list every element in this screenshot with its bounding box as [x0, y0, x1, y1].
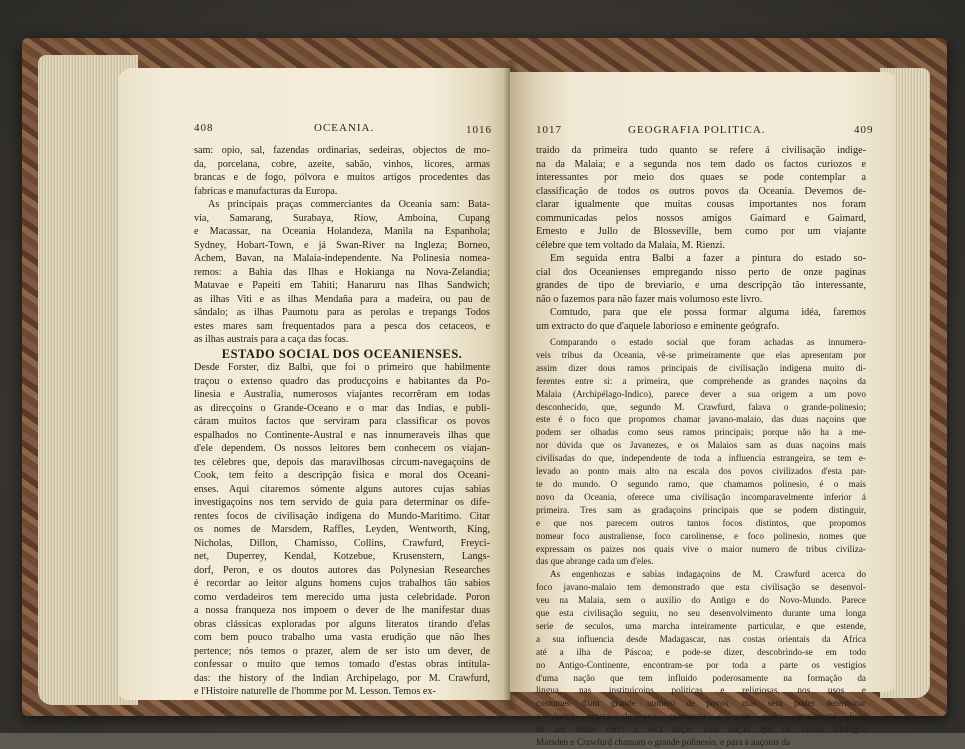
text-line: espalhados no Continente-Austral e nas innumeraveis ilhas que — [194, 429, 490, 441]
text-line: te do mundo. O segundo ramo, que chamamos polinesio, é o mais — [536, 478, 866, 489]
text-line: civilisadas do que, independente de toda a influencia estrangeira, se tem e- — [536, 453, 866, 464]
text-line: os nomes de Marsdem, Raffles, Leyden, Wentworth, King, — [194, 524, 490, 535]
text-line: brancas e de fogo, pólvora e muitos artigos procedentes das — [194, 172, 490, 183]
text-line: das que abrange cada um d'eles. — [536, 556, 654, 567]
text-line: clarar igualmente que muitas cousas importantes nos foram — [536, 199, 866, 210]
text-line: Malaia (Archipélago-Indico), parece dever a sua origem a um povo — [536, 388, 866, 399]
text-line: sam: opio, sal, fazendas ordinarias, sedeiras, objectos de mo- — [194, 145, 490, 156]
right-running-title: GEOGRAFIA POLITICA. — [628, 124, 766, 136]
text-line: grandes de tipo de breviario, e uma descripção tão interessante, — [536, 280, 866, 291]
text-line: este é o foco que propomos chamar javano-malaio, das duas naçoins que — [536, 414, 866, 425]
text-line: investigaçoins nos tem servido de guia para determinar os dife- — [194, 497, 490, 508]
text-line: As principais praças commerciantes da Oceania sam: Bata- — [208, 199, 490, 210]
text-line: e l'Histoire naturelle de l'homme por M. Lesson. Temos ex- — [194, 686, 436, 697]
text-line: Achem, Bavan, na Malaia-independente. Na Polinesia nomea- — [194, 253, 490, 264]
left-column-number: 1016 — [466, 124, 492, 136]
text-line: ferentes entre si: a primeira, que comprehende as grandes naçoins da — [536, 375, 866, 386]
text-line: com bem pouco trabalho uma vasta erudição que não lhes — [194, 632, 490, 643]
text-line: confessar o muito que temos tomado d'estas obras intitula- — [194, 659, 490, 670]
text-line: desconhecido, que, segundo M. Crawfurd, falava o grande-polinesio; — [536, 401, 866, 412]
text-line: que esta civilisação seguiu, no seu desenvolvimento durante uma longa — [536, 608, 866, 619]
text-line: tes célebres que, depois das maravilhosas circum-navegaçoins de — [194, 456, 490, 468]
text-line: estes mares sam frequentados para a pesca dos cetaceos, e — [194, 320, 490, 332]
text-line: costumes d'um grande numero de povos, mas sem poder determinar — [536, 698, 866, 709]
left-page-number: 408 — [194, 122, 214, 134]
text-line: cial dos Oceanienses empregando nisso perto de onze paginas — [536, 266, 866, 278]
text-line: e Macassar, na Oceania Holandeza, Manila na Espanhola; — [194, 226, 490, 237]
text-line: novo da Oceania, oferece uma civilisação incomparavelmente inferior á — [536, 491, 866, 502]
text-line: podem ser olhadas como seus ramos principais; porque não ha a me- — [536, 427, 866, 438]
text-line: até a ilha de Páscoa; e pode-se dizer, descobrindo-se em todo — [536, 646, 866, 657]
text-line: as ilhas Viti e as ilhas Mendaña para a madeira, ou pau de — [194, 293, 490, 305]
text-line: é recordar ao leitor alguns homens cujos trabalhos tão sabios — [194, 578, 490, 589]
text-line: de um modo certo a esta nação uma nação que os sabios filologos — [536, 724, 866, 735]
text-line: foco javano-malaio tem demonstrado que esta civilisação se desenvol- — [536, 582, 866, 593]
text-line: lingua, nas instituiçoins politicas e religiosas, nos usos e — [536, 685, 866, 696]
text-line: As engenhozas e sabias indagaçoins de M. Crawfurd acerca do — [550, 569, 866, 580]
text-line: Comparando o estado social que foram achadas as innumera- — [550, 337, 866, 347]
left-page-body — [194, 144, 490, 699]
text-line: via, Samarang, Surabaya, Riow, Amboina, Cupang — [194, 212, 490, 224]
text-line: na da Malaia; e a segunda nos tem dado os factos curiozos e — [536, 158, 866, 170]
text-line: nomear foco australiense, foco carolinense, e foco polinesio, nomes que — [536, 530, 866, 541]
text-line: as direcçoins o Grande-Oceano e o mar das Indias, e publi- — [194, 402, 490, 414]
text-line: assim dizer dous ramos principais de civilisação indigena muito di- — [536, 362, 866, 373]
text-line: Sydney, Hobart-Town, e já Swan-River na Ingleza; Borneo, — [194, 239, 490, 251]
text-line: net, Duperrey, Kendal, Kotzebue, Krusenstern, Langs- — [194, 551, 490, 562]
text-line: remos: a Bahia das Ilhas e Hokianga na Nova-Zelandia; — [194, 266, 490, 278]
text-line: nor dúvida que os Javanezes, e os Malaios sam as duas naçoins mais — [536, 440, 866, 451]
text-line: interessantes por meio dos quaes se pode contemplar a — [536, 172, 866, 183]
text-line: as ilhas austrais para a caça das focas. — [194, 334, 349, 345]
left-running-title: OCEANIA. — [314, 122, 375, 134]
text-line: sândalo; as ilhas Paumotu para as perolas e trepangs Todos — [194, 307, 490, 318]
text-line: Em seguida entra Balbi a fazer a pintura do estado so- — [550, 253, 866, 264]
text-line: pertence; nós temos o prazer, alem de ser isto um dever, de — [194, 645, 490, 657]
text-line: um extracto do que d'aquele laborioso e eminente geógrafo. — [536, 320, 780, 332]
text-line: como verdadeiros tem merecido uma justa celebridade. Poron — [194, 591, 490, 603]
left-page — [118, 68, 510, 700]
text-line: d'ele dependem. Os nossos leitores bem conhecem os viajan- — [194, 443, 490, 454]
text-line: dorf, Peron, e os doutos autores das Polynesian Researches — [194, 564, 490, 576]
text-line: das: the history of the Indian Archipelago, por M. Crawfurd, — [194, 672, 490, 684]
section-heading: ESTADO SOCIAL DOS OCEANIENSES. — [221, 346, 463, 361]
right-page — [510, 72, 896, 748]
text-line: fabricas e manufacturas da Europa. — [194, 185, 338, 197]
text-line: serie de seculos, uma marcha inteiramente particular, e que estende, — [536, 620, 866, 631]
text-line: Matavae e Papeiti em Tahiti; Hanaruru nas Ilhas Sandwich; — [194, 280, 490, 291]
text-line: veis tribus da Oceania, vê-se primeiramente que elas apresentam por — [536, 349, 866, 360]
right-page-number: 409 — [854, 124, 874, 136]
right-page-body — [536, 144, 866, 749]
text-line: da, porcelana, cobre, azeite, sabão, vinhos, licores, armas — [194, 158, 490, 170]
text-line: Ernesto e Jullo de Blosseville, bem como por um viajante — [536, 226, 866, 237]
text-line: Desde Forster, diz Balbi, que foi o primeiro que habilmente — [194, 362, 490, 373]
text-line: Cook, tem feito a descripção fisica e moral dos Oceani- — [194, 470, 490, 481]
text-line: traçou o extenso quadro das producçoins e habitantes da Po- — [194, 375, 490, 387]
text-line: Marsden e Crawfurd chamam o grande polinesio, e para a naçoins da — [536, 737, 791, 748]
text-line: levado ao ponto mais alto na escala dos povos civilizados d'esta par- — [536, 466, 866, 477]
text-line: enses. Aqui citaremos sómente alguns autores cujas sabias — [194, 483, 490, 495]
text-line: e que nos parecem outros tantos focos distintos, que propomos — [536, 517, 866, 528]
text-line: célebre que tem voltado da Malaia, M. Rienzi. — [536, 239, 725, 251]
text-line: communicadas pelos nossos amigos Gaimard e Gaimard, — [536, 212, 866, 224]
text-line: expressam os paizes nos quais vive o maior numero de tribus civiliza- — [536, 543, 866, 554]
text-line: cáram muitos factos que serviram para classificar os povos — [194, 416, 490, 427]
text-line: não o fazemos para não fazer mais volumoso este livro. — [536, 293, 763, 305]
text-line: linesia e Australia, numerosos viajantes recorrêram em todas — [194, 389, 490, 400]
text-line: obras clássicas exploradas por alguns literatos tirando d'elas — [194, 618, 490, 630]
text-line: Nicholas, Dillon, Chamisso, Collins, Crawfurd, Freyci- — [194, 537, 490, 549]
text-line: veu na Malaia, sem o auxilio do Antigo e do Novo-Mundo. Parece — [536, 595, 866, 606]
text-line: a nossa franqueza nos impoem o dever de lhe manifestar duas — [194, 605, 490, 616]
text-line: traido da primeira tudo quanto se refere á civilisação indige- — [536, 145, 866, 156]
text-line: primeira. Tres sam as gradaçoins principais que se podem distinguir, — [536, 504, 866, 515]
text-line: no Antigo-Continente, encontram-se por toda a parte os vestigios — [536, 659, 866, 670]
text-line: a época exacta da sua existencia e sem poder igualmente ligar — [536, 711, 866, 722]
text-line: rentes focos de civilisação indigena do Mundo-Maritimo. Citar — [194, 510, 490, 522]
text-line: Comtudo, para que ele possa formar alguma idéa, faremos — [550, 307, 866, 318]
right-column-number: 1017 — [536, 124, 562, 136]
text-line: d'uma nação que tem influido poderosamente na formação da — [536, 672, 866, 683]
text-line: a sua influencia desde Madagascar, nas costas orientais da Africa — [536, 633, 866, 644]
text-line: classificação de todos os outros povos da Oceania. Devemos de- — [536, 185, 866, 197]
